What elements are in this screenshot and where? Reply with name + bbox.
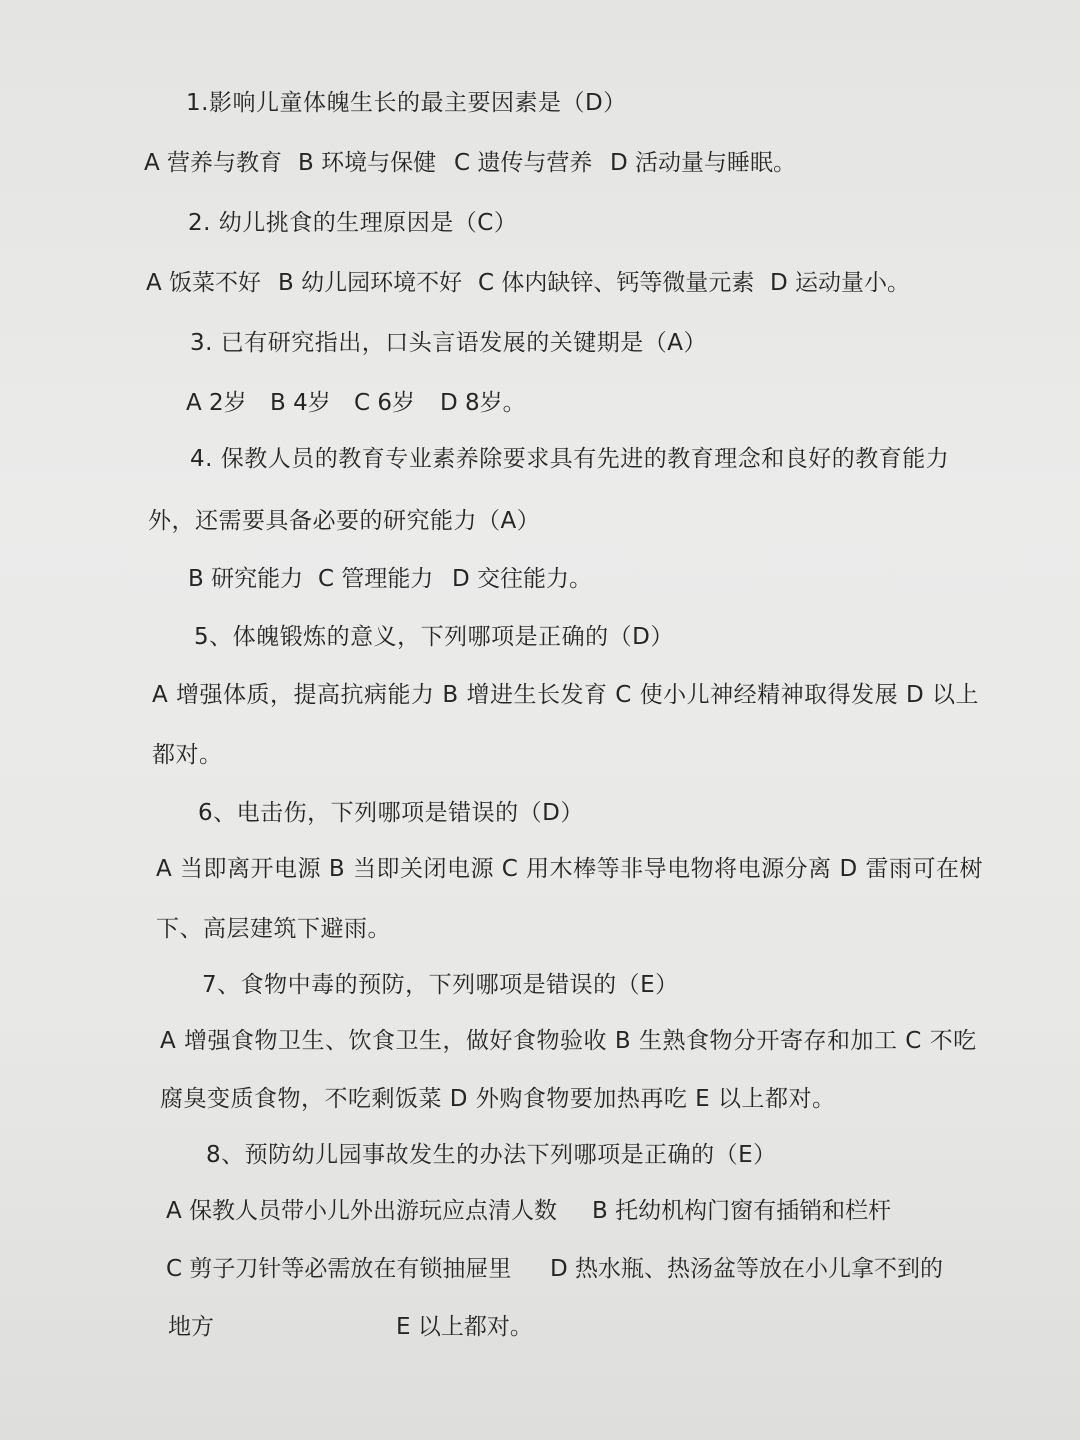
question-3-option-a: A 2岁 — [186, 390, 247, 416]
question-4-option-b: B 研究能力 — [188, 566, 304, 592]
question-3-option-d: D 8岁。 — [440, 390, 526, 416]
question-8-option-c: C 剪子刀针等必需放在有锁抽屉里 — [166, 1256, 512, 1282]
question-8-option-e: E 以上都对。 — [396, 1314, 533, 1340]
question-6-options-line-2: 下、高层建筑下避雨。 — [156, 916, 391, 942]
question-3-option-c: C 6岁 — [354, 390, 416, 416]
question-2-stem: 2. 幼儿挑食的生理原因是（C） — [188, 210, 518, 236]
question-2-option-a: A 饭菜不好 — [146, 270, 262, 296]
question-2-option-b: B 幼儿园环境不好 — [278, 270, 463, 296]
question-4-option-c: C 管理能力 — [318, 566, 434, 592]
question-7-stem: 7、食物中毒的预防，下列哪项是错误的（E） — [202, 972, 679, 998]
question-2-option-c: C 体内缺锌、钙等微量元素 — [478, 270, 755, 296]
question-1-option-d: D 活动量与睡眠。 — [610, 150, 797, 176]
question-1-option-a: A 营养与教育 — [144, 150, 283, 176]
question-1-stem: 1.影响儿童体魄生长的最主要因素是（D） — [186, 90, 627, 116]
question-8-option-b: B 托幼机构门窗有插销和栏杆 — [592, 1198, 892, 1224]
question-3-stem: 3. 已有研究指出，口头言语发展的关键期是（A） — [190, 330, 707, 356]
question-8-stem: 8、预防幼儿园事故发生的办法下列哪项是正确的（E） — [206, 1142, 777, 1168]
question-1-option-b: B 环境与保健 — [298, 150, 437, 176]
question-6-options-line-1: A 当即离开电源 B 当即关闭电源 C 用木棒等非导电物将电源分离 D 雷雨可在树 — [156, 856, 983, 882]
question-4-option-d: D 交往能力。 — [452, 566, 593, 592]
question-8-option-d-continued: 地方 — [168, 1314, 214, 1340]
question-8-option-a: A 保教人员带小儿外出游玩应点清人数 — [166, 1198, 558, 1224]
question-4-stem-line-1: 4. 保教人员的教育专业素养除要求具有先进的教育理念和良好的教育能力 — [190, 446, 950, 472]
question-3-option-b: B 4岁 — [270, 390, 331, 416]
question-7-options-line-2: 腐臭变质食物，不吃剩饭菜 D 外购食物要加热再吃 E 以上都对。 — [160, 1086, 836, 1112]
question-1-option-c: C 遗传与营养 — [454, 150, 593, 176]
question-7-options-line-1: A 增强食物卫生、饮食卫生，做好食物验收 B 生熟食物分开寄存和加工 C 不吃 — [160, 1028, 977, 1054]
question-6-stem: 6、电击伤，下列哪项是错误的（D） — [198, 800, 584, 826]
question-5-stem: 5、体魄锻炼的意义，下列哪项是正确的（D） — [194, 624, 674, 650]
question-8-option-d: D 热水瓶、热汤盆等放在小儿拿不到的 — [550, 1256, 944, 1282]
question-2-option-d: D 运动量小。 — [770, 270, 911, 296]
question-5-options-line-1: A 增强体质，提高抗病能力 B 增进生长发育 C 使小儿神经精神取得发展 D 以上 — [152, 682, 979, 708]
question-5-options-line-2: 都对。 — [152, 742, 223, 768]
question-4-stem-line-2: 外，还需要具备必要的研究能力（A） — [148, 508, 541, 534]
